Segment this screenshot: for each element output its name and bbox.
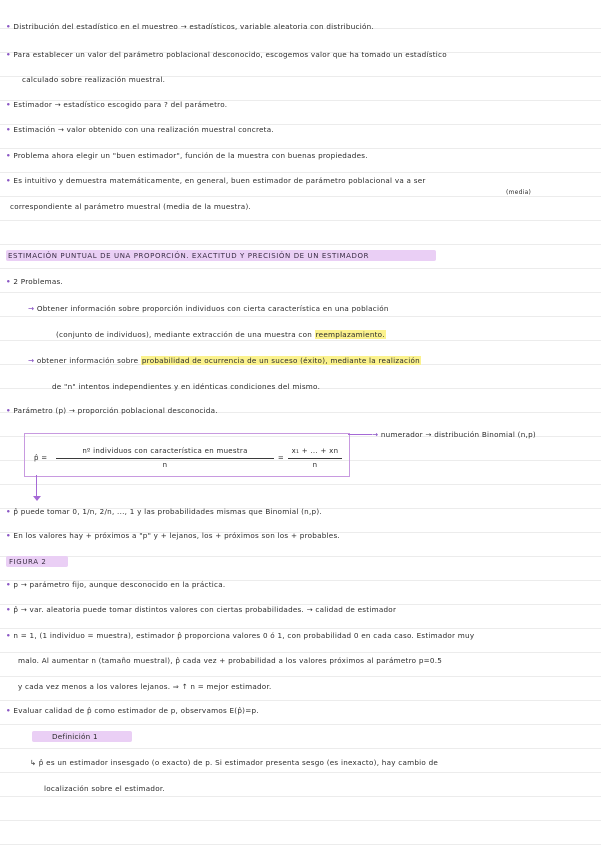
definition-label <box>52 732 98 742</box>
bullet-icon: • <box>6 50 11 59</box>
note-text: Parámetro (p) → proporción poblacional desconocida. <box>13 406 218 415</box>
note-text: malo. Al aumentar n (tamaño muestral), p̂ cada vez + probabilidad a los valores próximos al parámetro p=0.5 <box>18 656 443 665</box>
note-line-continuation <box>18 656 442 666</box>
note-line-problema <box>6 151 368 161</box>
arrow-right-icon: → <box>28 304 35 313</box>
bullet-icon: • <box>6 277 11 286</box>
note-line-continuation <box>52 382 320 392</box>
note-text: p → parámetro fijo, aunque desconocido en la práctica. <box>13 580 226 589</box>
note-text: obtener información sobre <box>36 356 141 365</box>
bullet-icon: • <box>6 580 11 589</box>
note-text: y cada vez menos a los valores lejanos. ⇒ ↑ n = mejor estimador. <box>18 682 272 691</box>
bullet-icon: • <box>6 531 11 540</box>
note-text: 2 Problemas. <box>13 277 64 286</box>
formula-numerator: nº individuos con característica en muestra <box>82 447 248 455</box>
bullet-icon: • <box>6 706 11 715</box>
figure-label-text: FIGURA 2 <box>9 558 47 566</box>
note-line-estimador <box>6 100 227 110</box>
note-text: localización sobre el estimador. <box>44 784 165 793</box>
note-line-evaluar <box>6 706 259 716</box>
note-line-obtener <box>28 304 389 314</box>
arrow-right-icon: → <box>28 356 35 365</box>
formula-box <box>24 433 350 477</box>
section-heading-text: ESTIMACIÓN PUNTUAL DE UNA PROPORCIÓN. EXACTITUD Y PRECISIÓN DE UN ESTIMADOR <box>8 252 370 260</box>
note-line-distribucion <box>6 22 374 32</box>
note-line-establecer <box>6 50 447 60</box>
note-line-parametro <box>6 406 218 416</box>
note-text: Distribución del estadístico en el muestreo → estadísticos, variable aleatoria con distribución. <box>13 22 374 31</box>
note-line-continuation <box>10 202 251 212</box>
bullet-icon: • <box>6 605 11 614</box>
note-text: (conjunto de individuos), mediante extracción de una muestra con <box>56 330 315 339</box>
note-line-var-aleatoria <box>6 605 396 615</box>
highlighted-text: reemplazamiento. <box>315 330 385 339</box>
note-line-estimacion <box>6 125 274 135</box>
note-line-intuitivo <box>6 176 426 186</box>
note-text: Es intuitivo y demuestra matemáticamente, en general, buen estimador de parámetro poblacional va a ser <box>13 176 426 185</box>
formula-lhs: p̂ = <box>34 454 48 462</box>
numerator-note <box>372 430 536 440</box>
note-line-insesgado <box>30 758 438 768</box>
highlighted-text: probabilidad de ocurrencia de un suceso (éxito), mediante la realización <box>141 356 420 365</box>
formula-denominator-sum: n <box>312 461 318 469</box>
note-text: numerador → distribución Binomial (n,p) <box>380 430 536 439</box>
formula-equals: = <box>277 454 285 462</box>
note-text: Para establecer un valor del parámetro poblacional desconocido, escogemos valor que ha tomado un estadístico <box>13 50 447 59</box>
bullet-icon: • <box>6 22 11 31</box>
note-line-continuation <box>56 330 386 340</box>
bullet-icon: • <box>6 151 11 160</box>
note-text: Problema ahora elegir un "buen estimador", función de la muestra con buenas propiedades. <box>13 151 368 160</box>
note-text: Estimador → estadístico escogido para ? del parámetro. <box>13 100 228 109</box>
note-text: ↳ p̂ es un estimador insesgado (o exacto) de p. Si estimador presenta sesgo (es inexacto), hay cambio de <box>30 758 439 767</box>
bullet-icon: • <box>6 631 11 640</box>
formula-numerator-sum: x₁ + ... + xn <box>291 447 339 455</box>
note-text: correspondiente al parámetro muestral (media de la muestra). <box>10 202 252 211</box>
section-heading <box>8 251 369 261</box>
note-text: Obtener información sobre proporción individuos con cierta característica en una población <box>36 304 389 313</box>
note-text: p̂ → var. aleatoria puede tomar distintos valores con ciertas probabilidades. → calidad de estimador <box>13 605 397 614</box>
bullet-icon: • <box>6 406 11 415</box>
note-text: calculado sobre realización muestral. <box>22 75 166 84</box>
bullet-icon: • <box>6 125 11 134</box>
down-arrow-line <box>36 475 37 497</box>
bullet-icon: • <box>6 100 11 109</box>
note-text: de "n" intentos independientes y en idénticas condiciones del mismo. <box>52 382 321 391</box>
note-text: En los valores hay + próximos a "p" y + lejanos, los + próximos son los + probables. <box>13 531 341 540</box>
note-text: (media) <box>506 189 532 196</box>
note-line-puede-tomar <box>6 507 322 517</box>
note-line-continuation <box>18 682 272 692</box>
arrow-right-icon: → <box>372 430 379 439</box>
bullet-icon: • <box>6 176 11 185</box>
bullet-icon: • <box>6 507 11 516</box>
note-line-parametro-fijo <box>6 580 225 590</box>
note-line-problemas <box>6 277 63 287</box>
note-line-valores <box>6 531 340 541</box>
note-text: p̂ puede tomar 0, 1/n, 2/n, ..., 1 y las probabilidades mismas que Binomial (n,p). <box>13 507 322 516</box>
note-line-continuation <box>22 75 165 85</box>
note-line-continuation <box>44 784 165 794</box>
note-line-n-igual-uno <box>6 631 474 641</box>
figure-label <box>9 557 47 567</box>
definition-label-text: Definición 1 <box>52 732 98 741</box>
connector-line <box>348 434 372 435</box>
fraction-bar <box>288 458 342 459</box>
note-line-obtener-probabilidad <box>28 356 421 366</box>
arrow-down-icon <box>33 496 41 501</box>
note-text: Evaluar calidad de p̂ como estimador de p, observamos E(p̂)=p. <box>13 706 259 715</box>
formula-denominator: n <box>162 461 168 469</box>
note-annotation <box>506 188 531 198</box>
note-text: n = 1, (1 individuo = muestra), estimador p̂ proporciona valores 0 ó 1, con probabilidad 0 en cada caso. Estimador muy <box>13 631 475 640</box>
note-text: Estimación → valor obtenido con una realización muestral concreta. <box>13 125 274 134</box>
fraction-bar <box>56 458 274 459</box>
